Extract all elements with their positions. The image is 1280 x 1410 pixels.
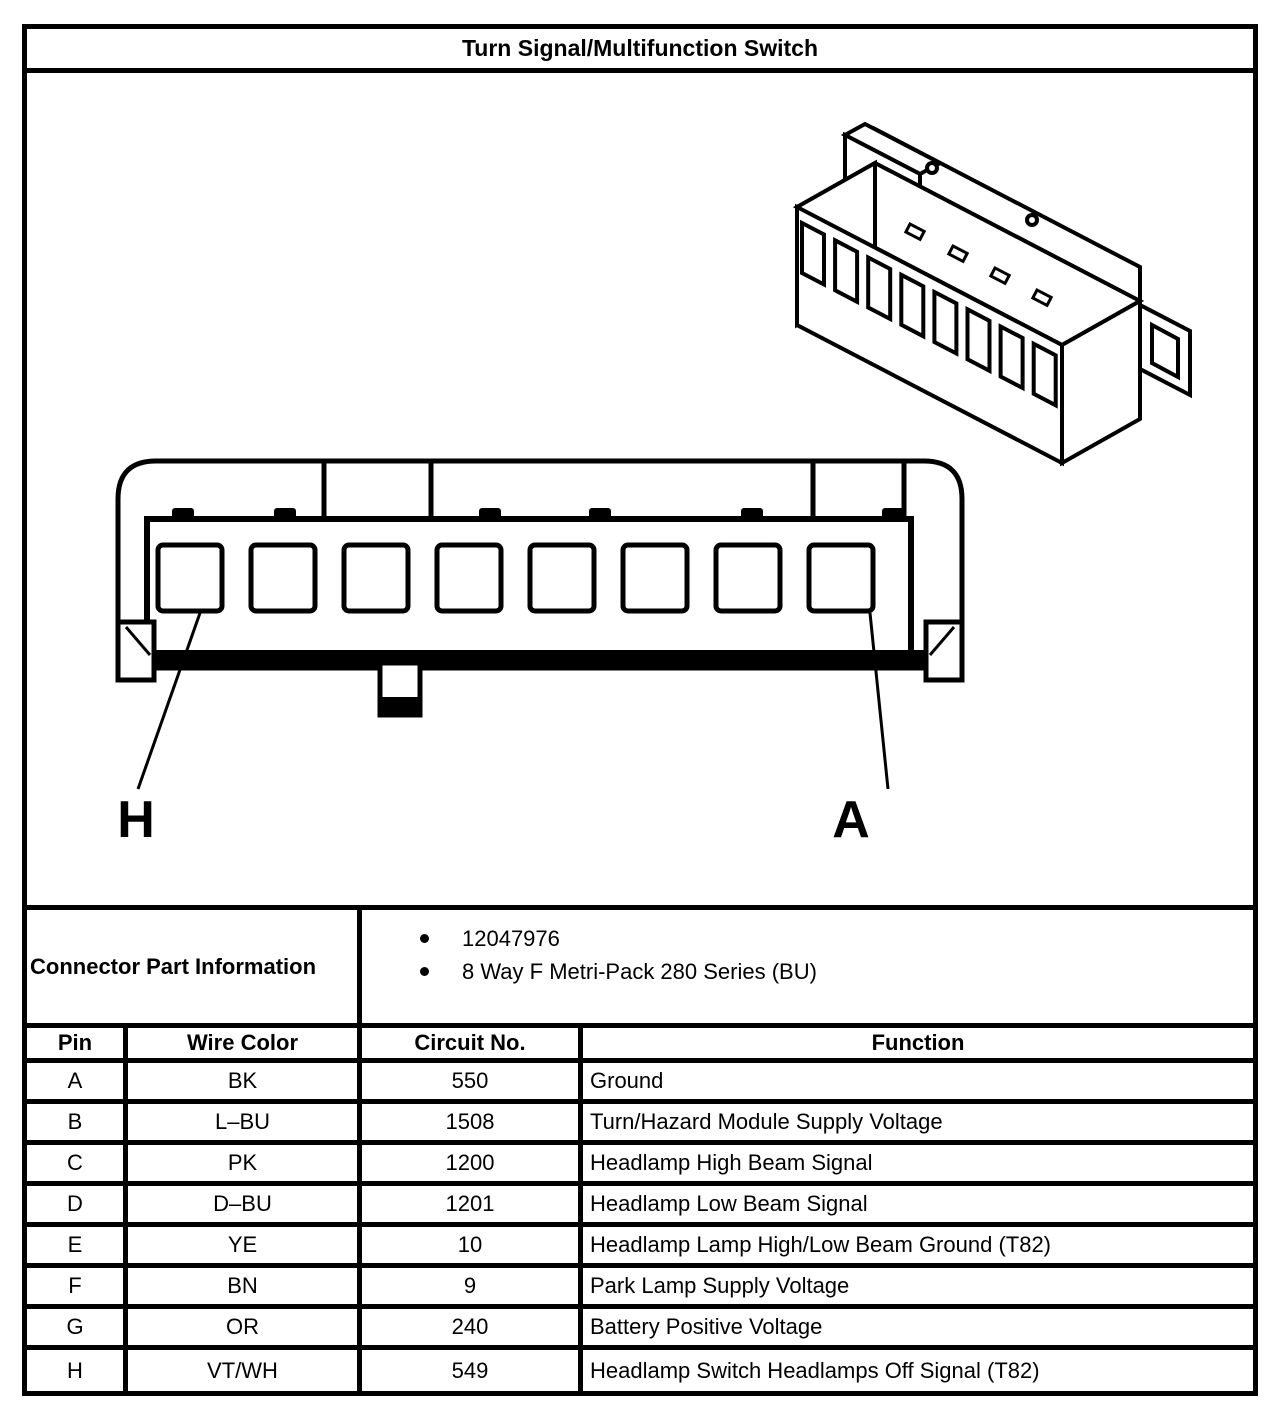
pin-cavity-c (623, 545, 687, 611)
pin-cavity-f (344, 545, 408, 611)
cell-circuit-no: 1508 (362, 1104, 583, 1140)
connector-iso-view (797, 124, 1190, 463)
cell-pin: C (27, 1145, 128, 1181)
cell-pin: A (27, 1063, 128, 1099)
cell-function: Headlamp Lamp High/Low Beam Ground (T82) (590, 1232, 1052, 1257)
cell-circuit-no: 9 (362, 1268, 583, 1304)
cell-function: Headlamp Low Beam Signal (590, 1191, 868, 1216)
cell-pin: H (27, 1350, 128, 1391)
pin-cavity-d (530, 545, 594, 611)
cell-pin: E (27, 1227, 128, 1263)
page-title: Turn Signal/Multifunction Switch (27, 29, 1253, 73)
pin-table-body (27, 1063, 1253, 1391)
cell-circuit-no: 10 (362, 1227, 583, 1263)
cell-pin: D (27, 1186, 128, 1222)
front-right-foot (926, 622, 962, 680)
iso-detail-loop (1027, 215, 1037, 225)
connector-part-info-row (27, 910, 1253, 1028)
part-number: 12047976 (462, 925, 560, 951)
iso-detail-loop (927, 163, 937, 173)
cell-wire-color: L–BU (128, 1104, 362, 1140)
iso-pin-cavity (868, 258, 890, 320)
pin-a-label: A (832, 791, 870, 849)
cell-function: Ground (590, 1068, 664, 1093)
iso-pin-cavity (901, 275, 923, 337)
cell-wire-color: YE (128, 1227, 362, 1263)
pin-cavity-e (437, 545, 501, 611)
pin-h-label: H (117, 791, 155, 849)
cell-wire-color: D–BU (128, 1186, 362, 1222)
iso-pin-cavity (835, 240, 857, 301)
connector-front-view (118, 461, 962, 789)
column-header-function: Function (871, 1030, 965, 1055)
cell-circuit-no: 240 (362, 1309, 583, 1345)
bullet-icon (420, 934, 429, 943)
cell-wire-color: VT/WH (128, 1350, 362, 1391)
table-row (27, 1309, 1253, 1350)
list-item (420, 955, 1245, 988)
page-frame (22, 24, 1258, 1396)
column-header-pin: Pin (27, 1028, 128, 1058)
part-description: 8 Way F Metri-Pack 280 Series (BU) (462, 958, 817, 984)
table-row (27, 1227, 1253, 1268)
cell-circuit-no: 1200 (362, 1145, 583, 1181)
front-bottom-bar (137, 650, 943, 668)
column-header-circuit-no: Circuit No. (362, 1028, 583, 1058)
column-header-wire-color: Wire Color (128, 1028, 362, 1058)
cell-circuit-no: 550 (362, 1063, 583, 1099)
connector-diagram (27, 73, 1253, 905)
bullet-icon (420, 967, 429, 976)
table-row (27, 1268, 1253, 1309)
table-row (27, 1104, 1253, 1145)
pin-table-header (27, 1028, 1253, 1063)
pin-cavity-b (716, 545, 780, 611)
cell-wire-color: BK (128, 1063, 362, 1099)
connector-part-info-list (362, 910, 1253, 1023)
cell-function: Park Lamp Supply Voltage (590, 1273, 850, 1298)
cell-pin: G (27, 1309, 128, 1345)
pin-cavity-h (158, 545, 222, 611)
cell-pin: B (27, 1104, 128, 1140)
front-index-tab-tip (380, 697, 420, 715)
pin-cavity-a (809, 545, 873, 611)
cell-wire-color: OR (128, 1309, 362, 1345)
cell-function: Battery Positive Voltage (590, 1314, 823, 1339)
iso-pin-cavity (934, 292, 956, 354)
cell-wire-color: PK (128, 1145, 362, 1181)
cell-pin: F (27, 1268, 128, 1304)
iso-pin-cavity (1001, 327, 1023, 389)
pin-cavity-g (251, 545, 315, 611)
table-row (27, 1145, 1253, 1186)
cell-function: Headlamp Switch Headlamps Off Signal (T82) (590, 1357, 1040, 1383)
list-item (420, 922, 1245, 955)
cell-function: Turn/Hazard Module Supply Voltage (590, 1109, 943, 1134)
cell-circuit-no: 1201 (362, 1186, 583, 1222)
iso-pin-cavity (1034, 344, 1056, 406)
table-row (27, 1186, 1253, 1227)
table-row (27, 1063, 1253, 1104)
iso-pin-cavity (802, 223, 824, 285)
connector-part-info-label: Connector Part Information (27, 910, 362, 1023)
iso-pin-cavity (968, 309, 990, 371)
front-left-foot (118, 622, 154, 680)
cell-function: Headlamp High Beam Signal (590, 1150, 873, 1175)
table-row (27, 1350, 1253, 1391)
cell-wire-color: BN (128, 1268, 362, 1304)
cell-circuit-no: 549 (362, 1350, 583, 1391)
diagram-area (27, 73, 1253, 910)
